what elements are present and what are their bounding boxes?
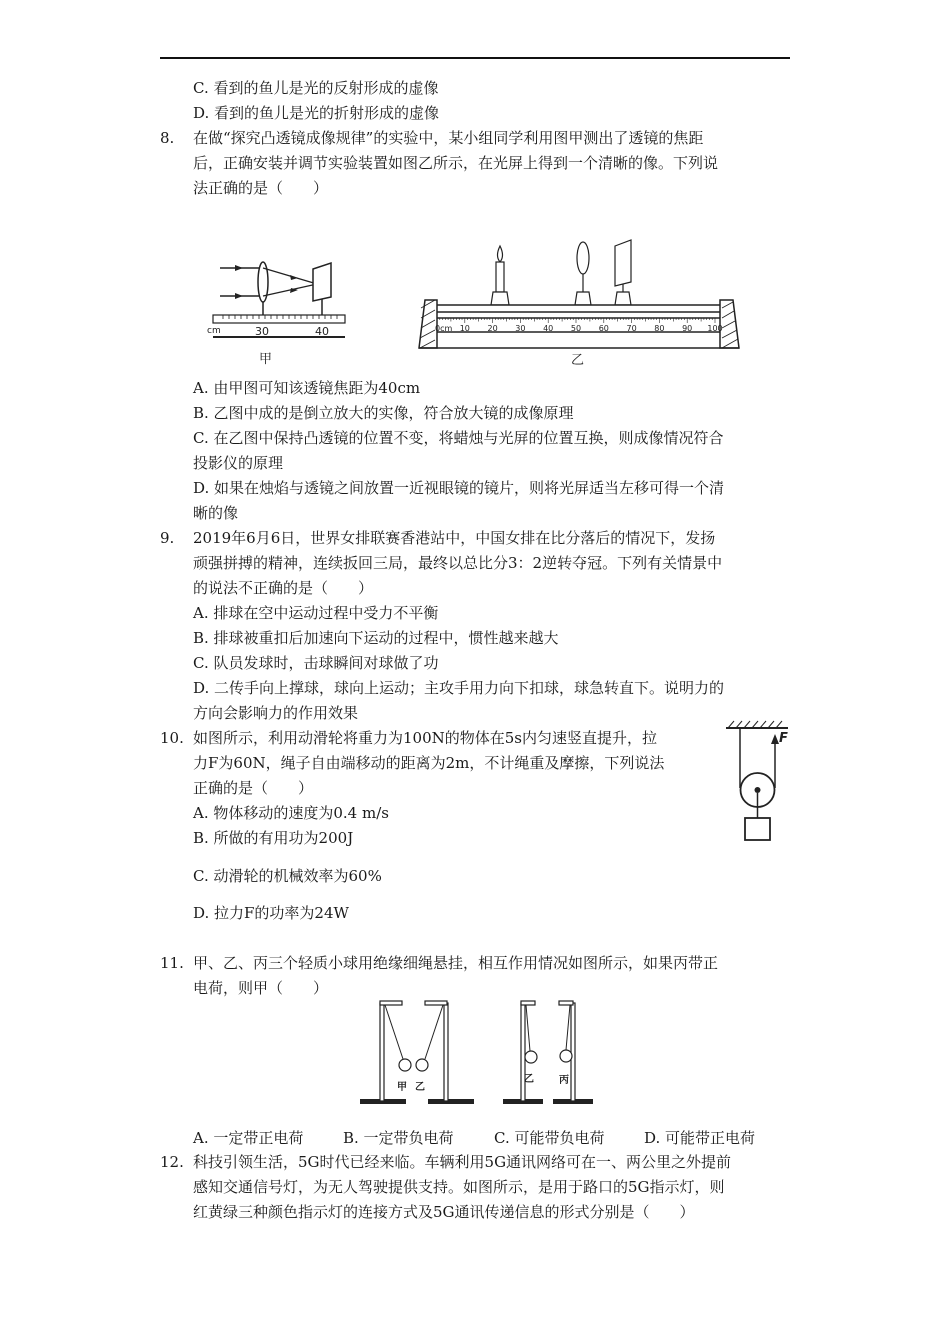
q9-stem-line: 顽强拼搏的精神，连续扳回三局，最终以总比分3：2逆转夺冠。下列有关情景中: [193, 554, 723, 572]
pulley-figure: [718, 718, 798, 848]
tick-label: 40: [315, 325, 329, 338]
q8-stem-line: 法正确的是（ ）: [193, 179, 329, 197]
q10-stem-line: 正确的是（ ）: [193, 779, 314, 797]
ball-label: 乙: [415, 1082, 425, 1093]
q10-stem-line: 力F为60N，绳子自由端移动的距离为2m，不计绳重及摩擦，下列说法: [193, 754, 665, 772]
q10-option-d: D. 拉力F的功率为24W: [193, 904, 349, 922]
q12-number: 12.: [160, 1153, 184, 1171]
figure-caption: 甲: [259, 352, 273, 367]
q9-option-d: D. 二传手向上撑球，球向上运动；主攻手用力向下扣球，球急转直下。说明力的: [193, 679, 725, 697]
q9-option-c: C. 队员发球时，击球瞬间对球做了功: [193, 654, 439, 672]
tick-label: 30: [255, 325, 269, 338]
q9-stem-line: 的说法不正确的是（ ）: [193, 579, 374, 597]
q12-stem-line: 感知交通信号灯，为无人驾驶提供支持。如图所示，是用于路口的5G指示灯，则: [193, 1178, 725, 1196]
optical-bench-figure: [415, 238, 745, 373]
scale-label: 70: [626, 324, 637, 333]
q10-number: 10.: [160, 729, 184, 747]
header-rule: [160, 57, 790, 59]
q10-option-a: A. 物体移动的速度为0.4 m/s: [193, 804, 389, 822]
scale-label: 60: [598, 324, 609, 333]
q8-option-d: D. 如果在烛焰与透镜之间放置一近视眼镜的镜片，则将光屏适当左移可得一个清: [193, 479, 725, 497]
q8-stem-line: 在做“探究凸透镜成像规律”的实验中，某小组同学利用图甲测出了透镜的焦距: [193, 129, 704, 147]
q9-option-d-cont: 方向会影响力的作用效果: [193, 704, 359, 722]
q12-stem-line: 红黄绿三种颜色指示灯的连接方式及5G通讯传递信息的形式分别是（ ）: [193, 1203, 695, 1221]
q8-option-d-cont: 晰的像: [193, 504, 239, 522]
q12-stem-line: 科技引领生活，5G时代已经来临。车辆利用5G通讯网络可在一、两公里之外提前: [193, 1153, 732, 1171]
q11-option-b: B. 一定带负电荷: [343, 1129, 454, 1147]
q9-stem-line: 2019年6月6日，世界女排联赛香港站中，中国女排在比分落后的情况下，发扬: [193, 529, 716, 547]
scale-label: 30: [515, 324, 526, 333]
q11-option-a: A. 一定带正电荷: [193, 1129, 304, 1147]
q8-stem-line: 后，正确安装并调节实验装置如图乙所示，在光屏上得到一个清晰的像。下列说: [193, 154, 719, 172]
unit-label: cm: [207, 326, 221, 336]
ball-label: 丙: [559, 1075, 569, 1086]
scale-label: 0cm: [435, 324, 453, 333]
scale-label: 90: [682, 324, 693, 333]
q11-stem-line: 电荷，则甲（ ）: [193, 979, 329, 997]
scale-label: 50: [570, 324, 582, 333]
q9-number: 9.: [160, 529, 175, 547]
scale-label: 80: [654, 324, 665, 333]
scale-label: 100: [707, 324, 723, 333]
q11-stem-line: 甲、乙、丙三个轻质小球用绝缘细绳悬挂，相互作用情况如图所示，如果丙带正: [193, 954, 719, 972]
q11-option-c: C. 可能带负电荷: [494, 1129, 605, 1147]
scale-label: 10: [459, 324, 470, 333]
charged-balls-figure: [355, 995, 605, 1110]
q11-option-d: D. 可能带正电荷: [644, 1129, 756, 1147]
q8-option-c-cont: 投影仪的原理: [193, 454, 284, 472]
q9-option-a: A. 排球在空中运动过程中受力不平衡: [193, 604, 439, 622]
q11-number: 11.: [160, 954, 184, 972]
q10-option-b: B. 所做的有用功为200J: [193, 829, 354, 847]
ball-label: 乙: [524, 1074, 534, 1085]
q8-number: 8.: [160, 129, 175, 147]
q10-stem-line: 如图所示，利用动滑轮将重力为100N的物体在5s内匀速竖直提升，拉: [193, 729, 657, 747]
lens-focal-figure: [205, 255, 355, 370]
q10-option-c: C. 动滑轮的机械效率为60%: [193, 867, 382, 885]
q8-option-a: A. 由甲图可知该透镜焦距为40cm: [193, 379, 421, 397]
force-label: F: [779, 731, 788, 746]
q8-option-b: B. 乙图中成的是倒立放大的实像，符合放大镜的成像原理: [193, 404, 574, 422]
scale-label: 40: [543, 324, 554, 333]
q7-option-d: D. 看到的鱼儿是光的折射形成的虚像: [193, 104, 440, 122]
q7-option-c: C. 看到的鱼儿是光的反射形成的虚像: [193, 79, 439, 97]
scale-label: 20: [487, 324, 498, 333]
q8-option-c: C. 在乙图中保持凸透镜的位置不变，将蜡烛与光屏的位置互换，则成像情况符合: [193, 429, 724, 447]
q9-option-b: B. 排球被重扣后加速向下运动的过程中，惯性越来越大: [193, 629, 559, 647]
figure-caption: 乙: [571, 353, 585, 368]
ball-label: 甲: [397, 1082, 407, 1093]
